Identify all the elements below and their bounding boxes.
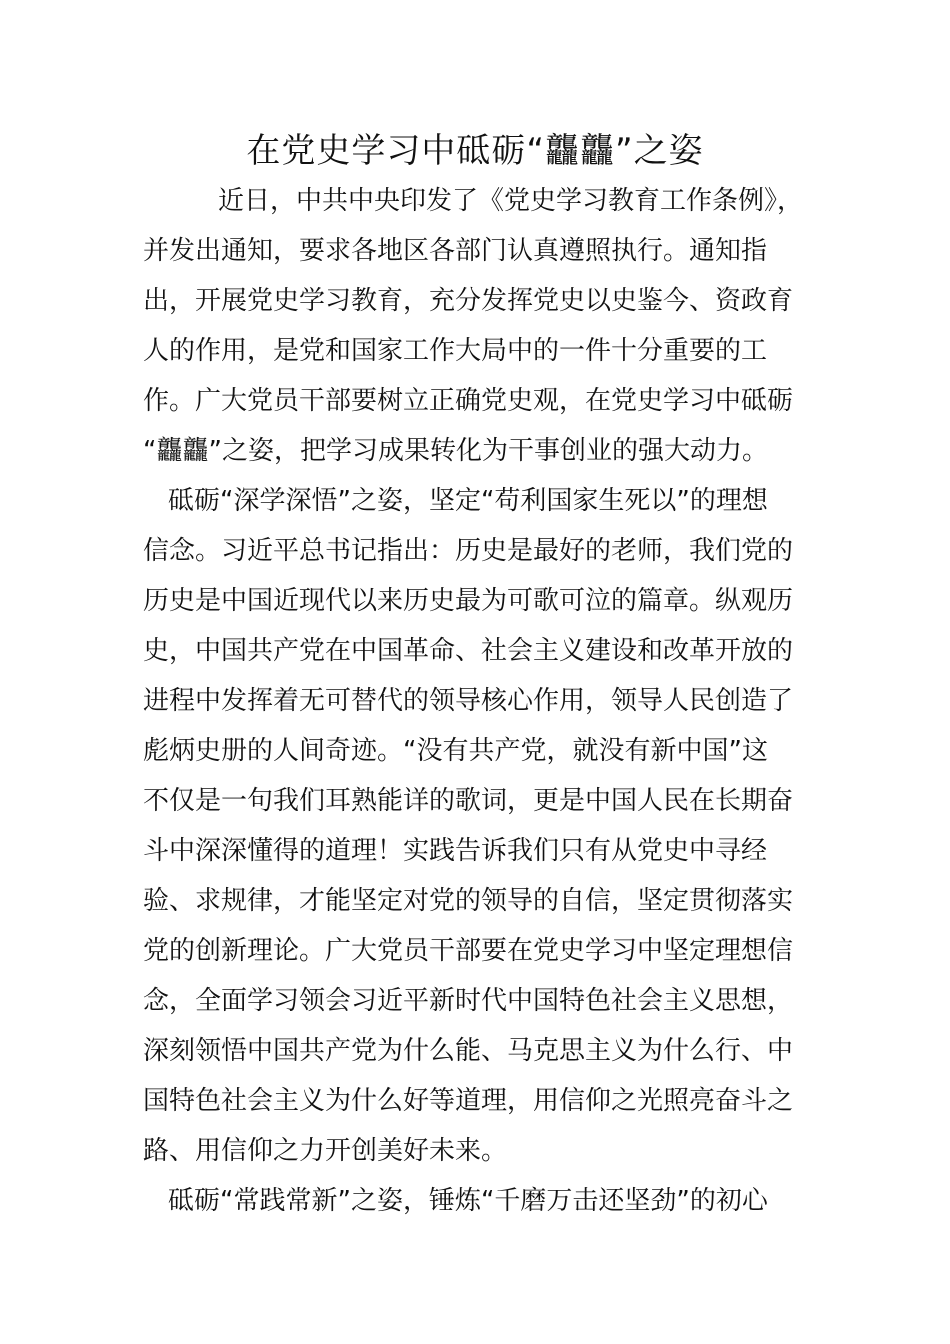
text-line: 并发出通知，要求各地区各部门认真遵照执行。通知指	[143, 236, 768, 266]
text-line: 念，全面学习领会习近平新时代中国特色社会主义思想，	[143, 986, 794, 1016]
text-line: 不仅是一句我们耳熟能详的歌词，更是中国人民在长期奋	[143, 786, 794, 816]
text-line: 史，中国共产党在中国革命、社会主义建设和改革开放的	[143, 636, 794, 666]
text-line: 人的作用，是党和国家工作大局中的一件十分重要的工	[143, 336, 768, 366]
text-line: 党的创新理论。广大党员干部要在党史学习中坚定理想信	[143, 936, 794, 966]
text-line: 路、用信仰之力开创美好未来。	[143, 1136, 508, 1166]
text-line: 历史是中国近现代以来历史最为可歌可泣的篇章。纵观历	[143, 586, 794, 616]
text-line: 彪炳史册的人间奇迹。“没有共产党，就没有新中国”这	[143, 736, 768, 766]
document-title: 在党史学习中砥砺“龘龘”之姿	[246, 131, 704, 171]
text-line: 砥砺“深学深悟”之姿，坚定“苟利国家生死以”的理想	[168, 486, 768, 516]
text-line: 进程中发挥着无可替代的领导核心作用，领导人民创造了	[143, 686, 794, 716]
text-line: 斗中深深懂得的道理！实践告诉我们只有从党史中寻经	[143, 836, 768, 866]
text-line: 深刻领悟中国共产党为什么能、马克思主义为什么行、中	[143, 1036, 794, 1066]
text-line: 作。广大党员干部要树立正确党史观，在党史学习中砥砺	[143, 386, 794, 416]
text-line: 国特色社会主义为什么好等道理，用信仰之光照亮奋斗之	[143, 1086, 794, 1116]
text-line: 砥砺“常践常新”之姿，锤炼“千磨万击还坚劲”的初心	[168, 1186, 768, 1216]
text-line: “龘龘”之姿，把学习成果转化为干事创业的强大动力。	[143, 436, 768, 466]
text-line: 验、求规律，才能坚定对党的领导的自信，坚定贯彻落实	[143, 886, 794, 916]
text-line: 近日，中共中央印发了《党史学习教育工作条例》，	[218, 186, 804, 216]
text-line: 信念。习近平总书记指出：历史是最好的老师，我们党的	[143, 536, 794, 566]
text-line: 出，开展党史学习教育，充分发挥党史以史鉴今、资政育	[143, 286, 794, 316]
